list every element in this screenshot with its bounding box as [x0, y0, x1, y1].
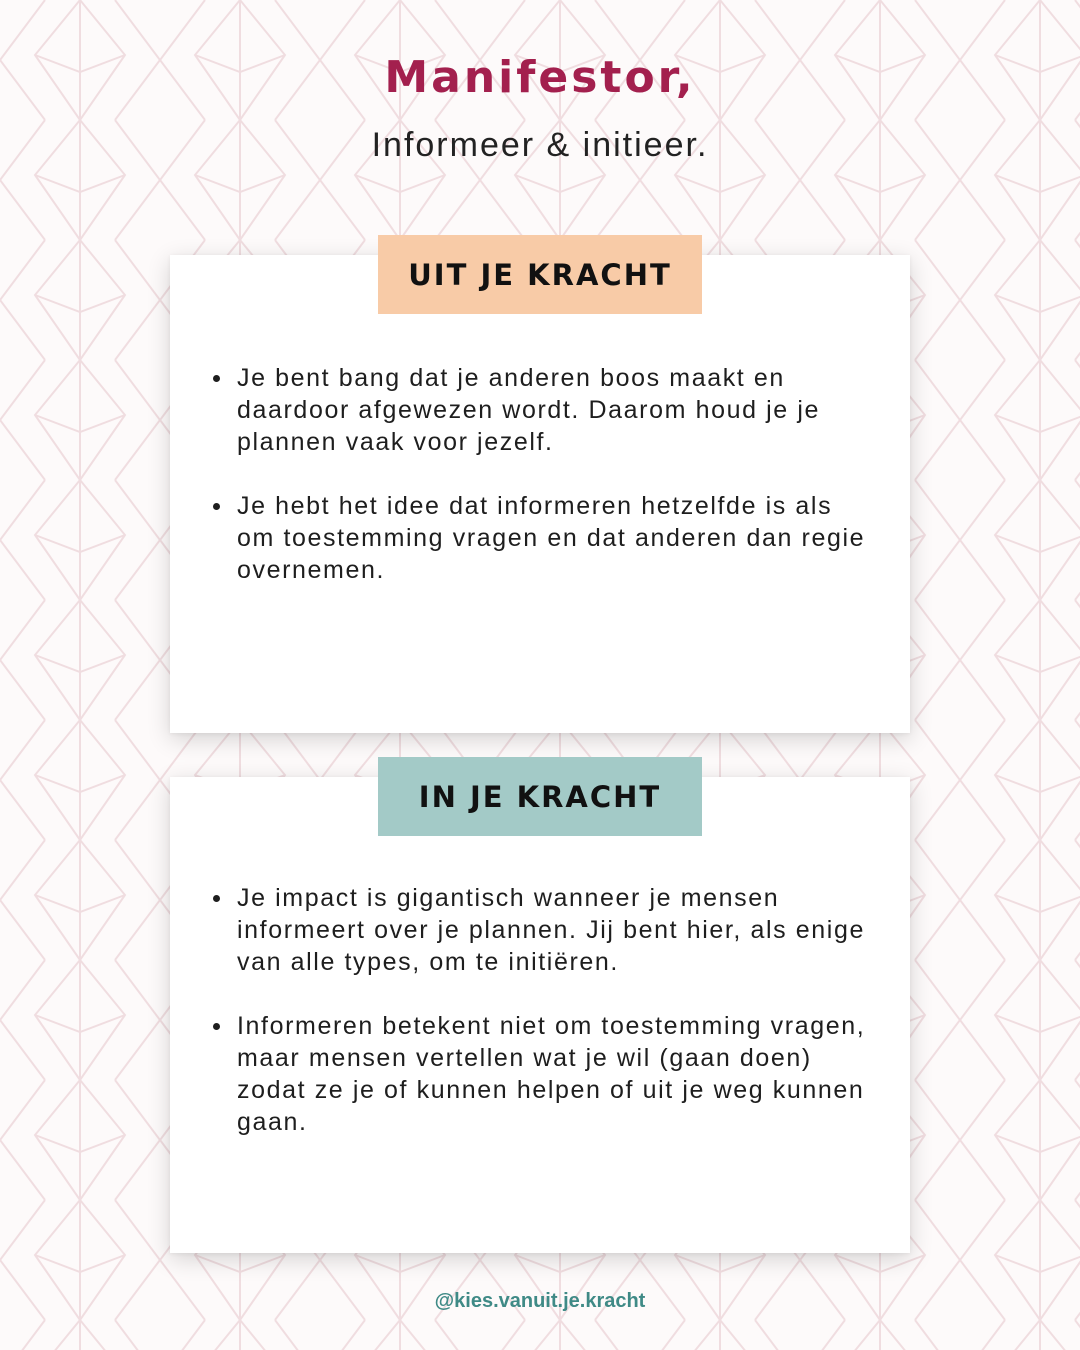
list-item: Je bent bang dat je anderen boos maakt en daardoor afgewezen wordt. Daarom houd je je plannen vaak voor jezelf. — [210, 362, 870, 458]
list-item: Informeren betekent niet om toestemming vragen, maar mensen vertellen wat je wil (gaan doen) zodat ze je of kunnen helpen of uit je weg kunnen gaan. — [210, 1010, 870, 1138]
bullet-list-in-je-kracht — [210, 882, 870, 1170]
page-title: Manifestor, — [384, 52, 696, 103]
list-item: Je hebt het idee dat informeren hetzelfde is als om toestemming vragen en dat anderen dan regie overnemen. — [210, 490, 870, 586]
list-item: Je impact is gigantisch wanneer je mensen informeert over je plannen. Jij bent hier, als enige van alle types, om te initiëren. — [210, 882, 870, 978]
label-uit-je-kracht: UIT JE KRACHT — [378, 235, 702, 314]
bullet-list-uit-je-kracht — [210, 362, 870, 618]
label-in-je-kracht: IN JE KRACHT — [378, 757, 702, 836]
social-handle: @kies.vanuit.je.kracht — [434, 1290, 646, 1312]
page-subtitle: Informeer & initieer. — [371, 126, 709, 164]
